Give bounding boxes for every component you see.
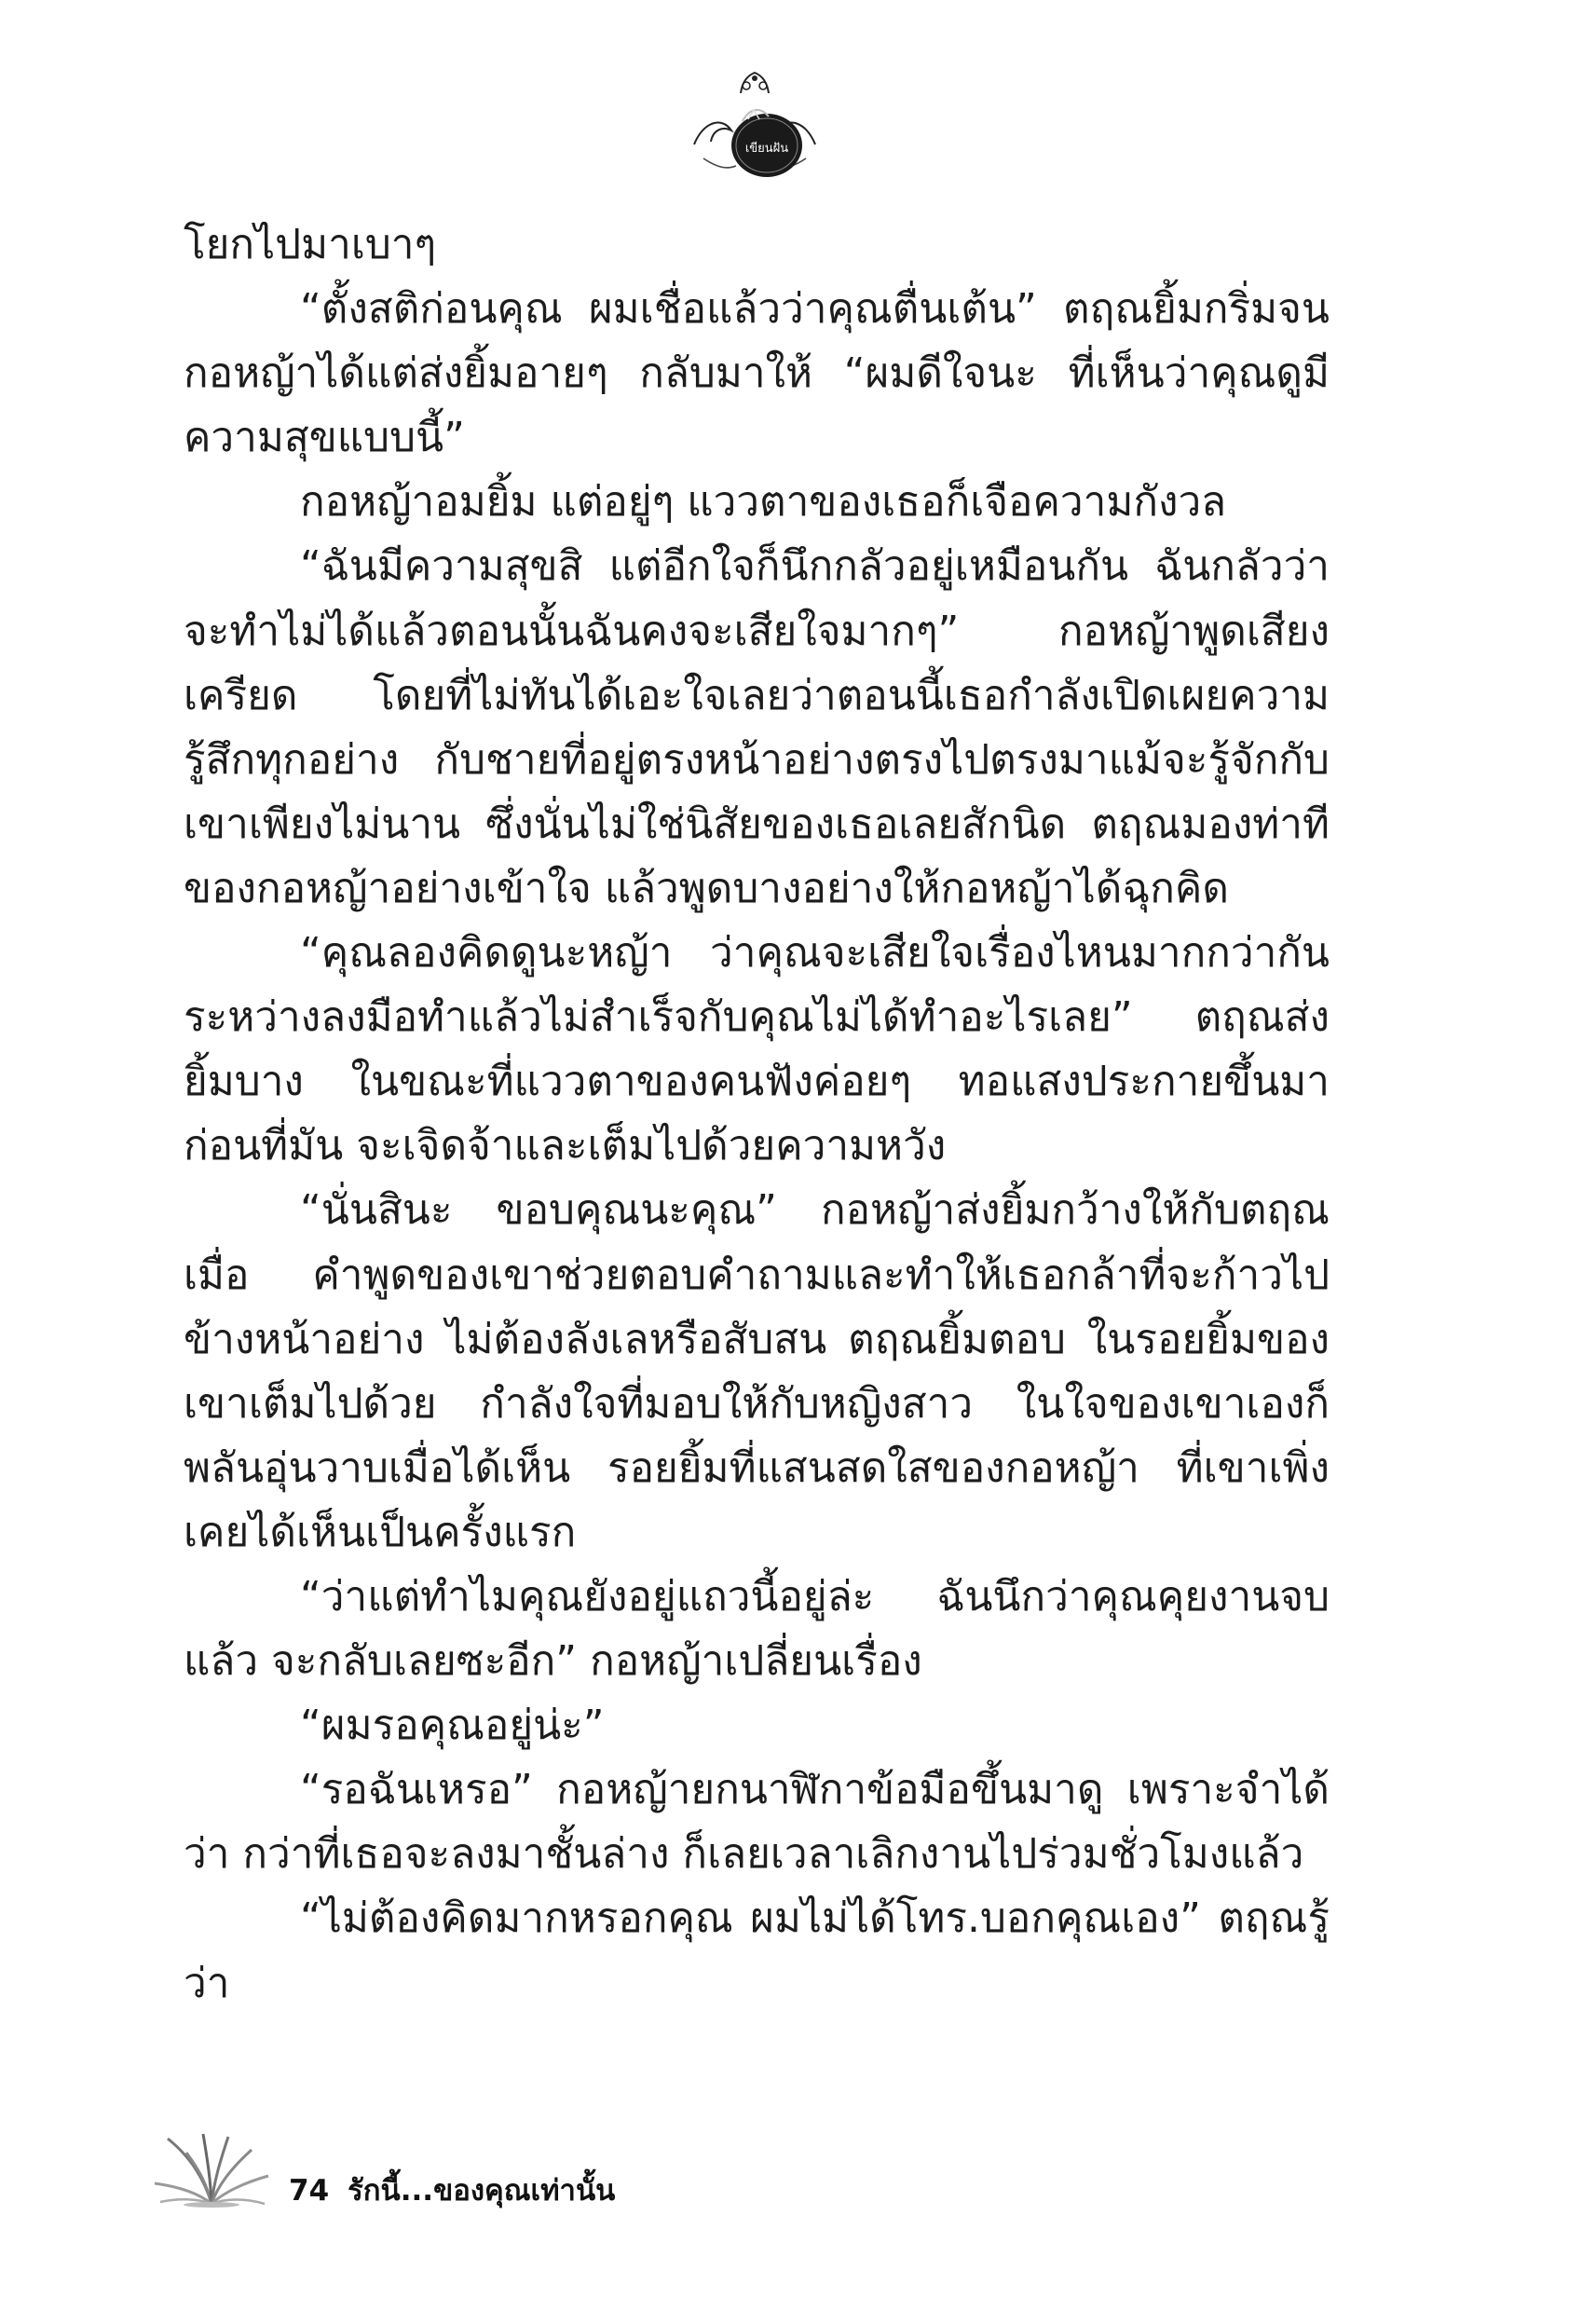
page-footer (149, 2129, 671, 2208)
paragraph: โยกไปมาเบาๆ (184, 221, 437, 268)
footer-text (289, 2167, 615, 2213)
paragraph: “คุณลองคิดดูนะหญ้า ว่าคุณจะเสียใจเรื่องไหนมากกว่ากัน ระหว่างลงมือทำแล้วไม่สำเร็จกับคุณไม่ได้ทำอะไรเลย” ตฤณส่งยิ้มบาง ในขณะที่แววตาของคนฟังค่อยๆ ทอแสงประกายขึ้นมา ก่อนที่มัน จะเจิดจ้าและเต็มไปด้วยความหวัง (184, 929, 1330, 1170)
paragraph: “รอฉันเหรอ” กอหญ้ายกนาฬิกาข้อมือขึ้นมาดู เพราะจำได้ว่า กว่าที่เธอจะลงมาชั้นล่าง ก็เลยเวลาเลิกงานไปร่วมชั่วโมงแล้ว (184, 1766, 1330, 1879)
paragraph: “ไม่ต้องคิดมากหรอกคุณ ผมไม่ได้โทร.บอกคุณเอง” ตฤณรู้ว่า (184, 1894, 1330, 2007)
ornament-logo-icon (685, 65, 825, 186)
book-title: รักนี้...ของคุณเท่านั้น (348, 2174, 616, 2208)
paragraph: “ว่าแต่ทำไมคุณยังอยู่แถวนี้อยู่ล่ะ ฉันนึกว่าคุณคุยงานจบแล้ว จะกลับเลยซะอีก” กอหญ้าเปลี่ยนเรื่อง (184, 1572, 1330, 1686)
body-text (184, 212, 1330, 2016)
publisher-logo (685, 65, 825, 186)
grass-plant-icon (149, 2129, 275, 2208)
paragraph: “ผมรอคุณอยู่น่ะ” (300, 1702, 605, 1750)
paragraph: กอหญ้าอมยิ้ม แต่อยู่ๆ แววตาของเธอก็เจือความกังวล (300, 478, 1227, 526)
paragraph: “ฉันมีความสุขสิ แต่อีกใจก็นึกกลัวอยู่เหมือนกัน ฉันกลัวว่า จะทำไม่ได้แล้วตอนนั้นฉันคงจะเสียใจมากๆ” กอหญ้าพูดเสียงเครียด โดยที่ไม่ทันได้เอะใจเลยว่าตอนนี้เธอกำลังเปิดเผยความรู้สึกทุกอย่าง กับชายที่อยู่ตรงหน้าอย่างตรงไปตรงมาแม้จะรู้จักกับเขาเพียงไม่นาน ซึ่งนั่นไม่ใช่นิสัยของเธอเลยสักนิด ตฤณมองท่าทีของกอหญ้าอย่างเข้าใจ แล้วพูดบางอย่างให้กอหญ้าได้ฉุกคิด (184, 542, 1330, 912)
page-number: 74 (289, 2174, 330, 2208)
logo-text: เขียนฝัน (744, 142, 789, 156)
paragraph: “นั่นสินะ ขอบคุณนะคุณ” กอหญ้าส่งยิ้มกว้างให้กับตฤณ เมื่อ คำพูดของเขาช่วยตอบคำถามและทำให้เธอกล้าที่จะก้าวไปข้างหน้าอย่าง ไม่ต้องลังเลหรือสับสน ตฤณยิ้มตอบ ในรอยยิ้มของเขาเต็มไปด้วย กำลังใจที่มอบให้กับหญิงสาว ในใจของเขาเองก็พลันอุ่นวาบเมื่อได้เห็น รอยยิ้มที่แสนสดใสของกอหญ้า ที่เขาเพิ่งเคยได้เห็นเป็นครั้งแรก (184, 1186, 1330, 1556)
paragraph: “ตั้งสติก่อนคุณ ผมเชื่อแล้วว่าคุณตื่นเต้น” ตฤณยิ้มกริ่มจน กอหญ้าได้แต่ส่งยิ้มอายๆ กลับมาให้ “ผมดีใจนะ ที่เห็นว่าคุณดูมี ความสุขแบบนี้” (184, 285, 1330, 462)
